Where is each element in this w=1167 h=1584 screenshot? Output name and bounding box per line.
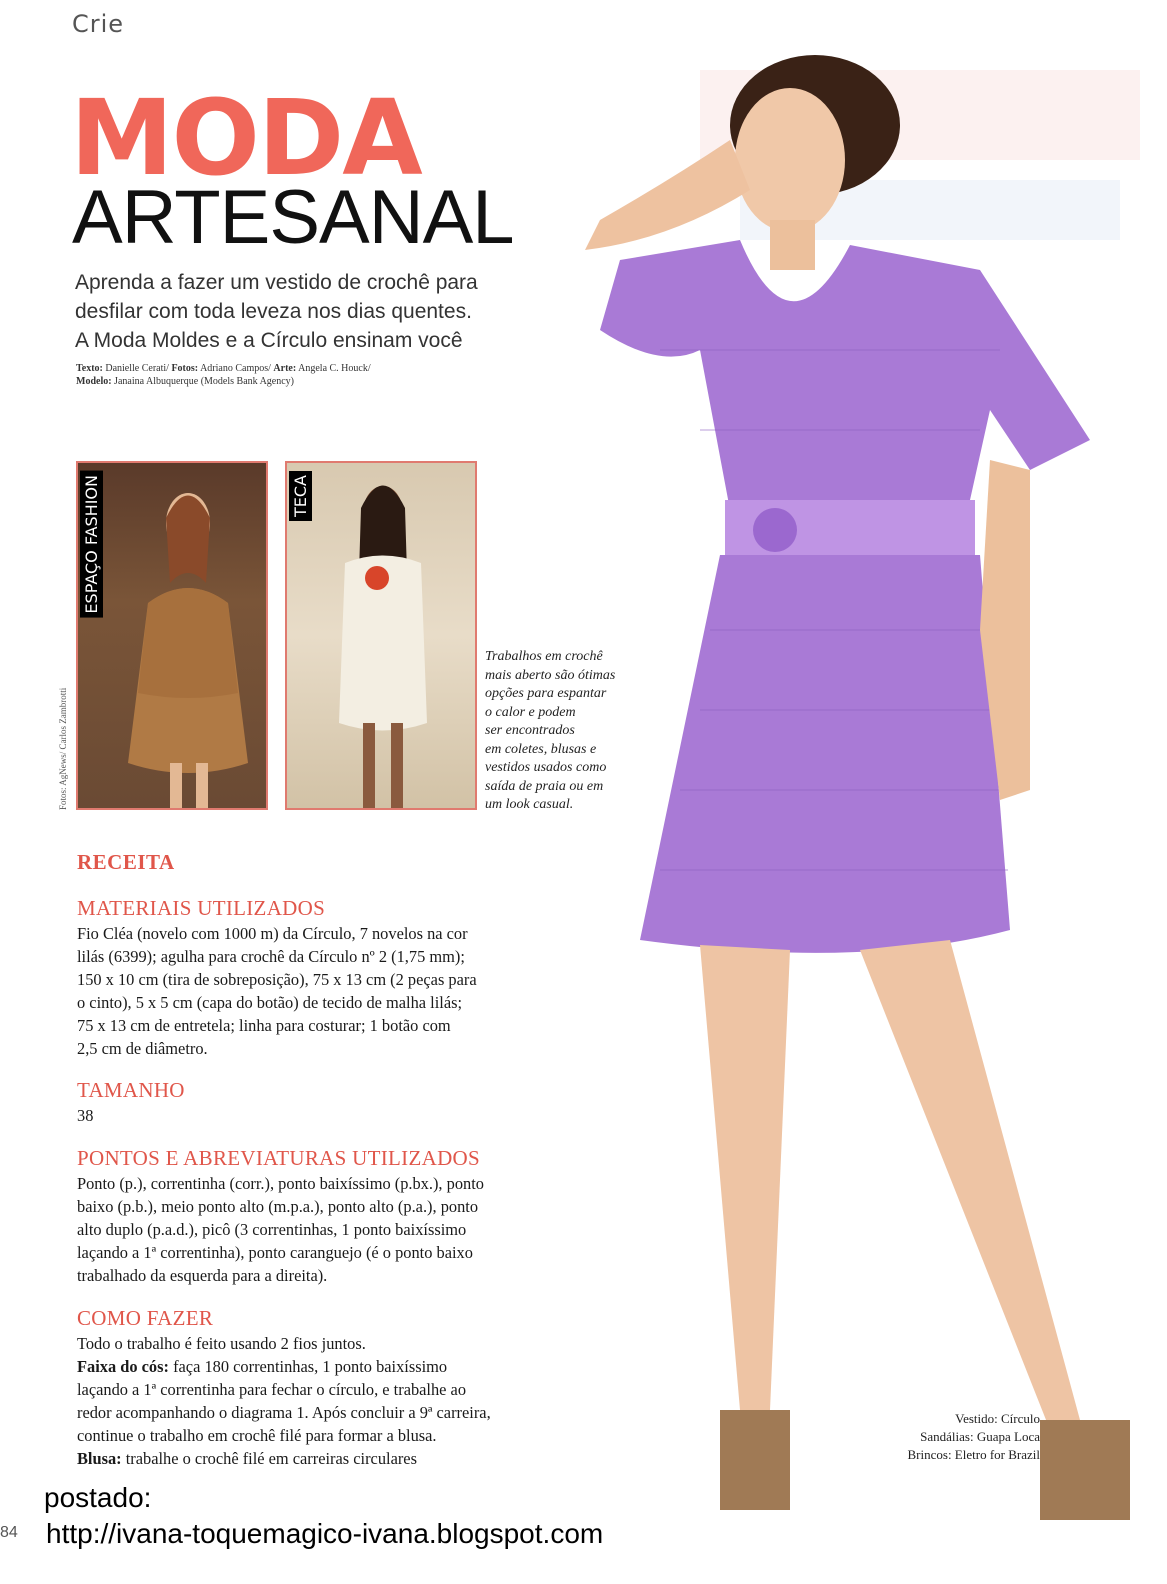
caption-line: Trabalhos em crochê bbox=[485, 649, 603, 664]
runway-model-2-image bbox=[287, 463, 475, 808]
caption-line: ser encontrados bbox=[485, 723, 575, 738]
credit-label: Fotos: bbox=[171, 363, 199, 374]
outfit-credits bbox=[850, 1410, 1040, 1464]
runway-model-1-image bbox=[78, 463, 266, 808]
page-number: 84 bbox=[0, 1524, 18, 1541]
size-heading: TAMANHO bbox=[77, 1078, 185, 1102]
materials-line: 75 x 13 cm de entretela; linha para costurar; 1 botão com bbox=[77, 1016, 451, 1035]
stitches-line: laçando a 1ª correntinha), ponto caranguejo (é o ponto baixo bbox=[77, 1243, 473, 1262]
how-text bbox=[77, 1332, 543, 1470]
stitches-heading: PONTOS E ABREVIATURAS UTILIZADOS bbox=[77, 1146, 480, 1170]
photo-tag-1: ESPAÇO FASHION bbox=[80, 471, 103, 618]
title-artesanal: ARTESANAL bbox=[72, 175, 514, 260]
faixa-line: continue o trabalho em crochê filé para formar a blusa. bbox=[77, 1426, 437, 1445]
materials-heading: MATERIAIS UTILIZADOS bbox=[77, 896, 326, 920]
outfit-line: Vestido: Círculo bbox=[955, 1411, 1040, 1426]
credit-value: Adriano Campos/ bbox=[200, 363, 271, 374]
faixa-line: redor acompanhando o diagrama 1. Após concluir a 9ª carreira, bbox=[77, 1403, 491, 1422]
caption-line: saída de praia ou em bbox=[485, 778, 604, 794]
faixa-line: faça 180 correntinhas, 1 ponto baixíssimo bbox=[173, 1357, 448, 1376]
photo-credit: Fotos: AgNews/ Carlos Zambrotti bbox=[58, 687, 68, 810]
subtitle-line: A Moda Moldes e a Círculo ensinam você bbox=[75, 329, 463, 352]
credit-label: Modelo: bbox=[76, 376, 112, 387]
photo-tag-2: TECA bbox=[289, 471, 312, 521]
outfit-line: Sandálias: Guapa Loca bbox=[920, 1429, 1040, 1444]
subtitle bbox=[75, 268, 545, 355]
faixa-label: Faixa do cós: bbox=[77, 1357, 169, 1376]
materials-line: Fio Cléa (novelo com 1000 m) da Círculo, 7 novelos na cor bbox=[77, 924, 468, 943]
credit-label: Texto: bbox=[76, 363, 103, 374]
blusa-label: Blusa: bbox=[77, 1449, 122, 1468]
credit-label: Arte: bbox=[273, 363, 297, 374]
photo-runway-1 bbox=[76, 461, 268, 810]
materials-line: 2,5 cm de diâmetro. bbox=[77, 1039, 208, 1058]
faixa-line: laçando a 1ª correntinha para fechar o círculo, e trabalhe ao bbox=[77, 1380, 467, 1399]
credits bbox=[76, 362, 476, 388]
materials-line: 150 x 10 cm (tira de sobreposição), 75 x 13 cm (2 peças para bbox=[77, 970, 477, 989]
model-photo bbox=[560, 30, 1160, 1580]
credit-value: Angela C. Houck/ bbox=[298, 363, 371, 374]
credit-value: Janaina Albuquerque (Models Bank Agency) bbox=[114, 376, 295, 387]
caption-line: vestidos usados como bbox=[485, 760, 607, 775]
blusa-text: trabalhe o crochê filé em carreiras circulares bbox=[125, 1449, 417, 1468]
stitches-line: baixo (p.b.), meio ponto alto (m.p.a.), ponto alto (p.a.), ponto bbox=[77, 1197, 479, 1216]
materials-text bbox=[77, 922, 543, 1060]
how-heading: COMO FAZER bbox=[77, 1306, 214, 1330]
stitches-line: trabalhado da esquerda para a direita). bbox=[77, 1266, 328, 1285]
stitches-text bbox=[77, 1172, 543, 1287]
caption-line: o calor e podem bbox=[485, 704, 576, 720]
caption-line: opções para espantar bbox=[485, 686, 607, 701]
credit-value: Danielle Cerati/ bbox=[105, 363, 169, 374]
blog-url-link[interactable]: http://ivana-toquemagico-ivana.blogspot.com bbox=[46, 1518, 604, 1549]
model-in-crochet-dress-image bbox=[560, 30, 1160, 1580]
title-moda: MODA bbox=[70, 77, 421, 199]
stitches-line: alto duplo (p.a.d.), picô (3 correntinhas, 1 ponto baixíssimo bbox=[77, 1220, 467, 1239]
size-value: 38 bbox=[77, 1106, 94, 1125]
subtitle-line: desfilar com toda leveza nos dias quentes. bbox=[75, 300, 472, 323]
how-line: Todo o trabalho é feito usando 2 fios juntos. bbox=[77, 1334, 366, 1353]
stitches-line: Ponto (p.), correntinha (corr.), ponto baixíssimo (p.bx.), ponto bbox=[77, 1174, 484, 1193]
section-label: Crie bbox=[72, 10, 125, 38]
posted-label: postado: bbox=[44, 1482, 152, 1513]
caption-line: mais aberto são ótimas bbox=[485, 667, 616, 683]
materials-line: o cinto), 5 x 5 cm (capa do botão) de tecido de malha lilás; bbox=[77, 993, 463, 1012]
photo-runway-2 bbox=[285, 461, 477, 810]
caption-line: um look casual. bbox=[485, 797, 574, 812]
recipe-heading: RECEITA bbox=[77, 850, 175, 874]
subtitle-line: Aprenda a fazer um vestido de crochê para bbox=[75, 271, 478, 294]
caption-line: em coletes, blusas e bbox=[485, 741, 597, 757]
materials-line: lilás (6399); agulha para crochê da Círculo nº 2 (1,75 mm); bbox=[77, 947, 465, 966]
outfit-line: Brincos: Eletro for Brazil bbox=[907, 1447, 1040, 1462]
